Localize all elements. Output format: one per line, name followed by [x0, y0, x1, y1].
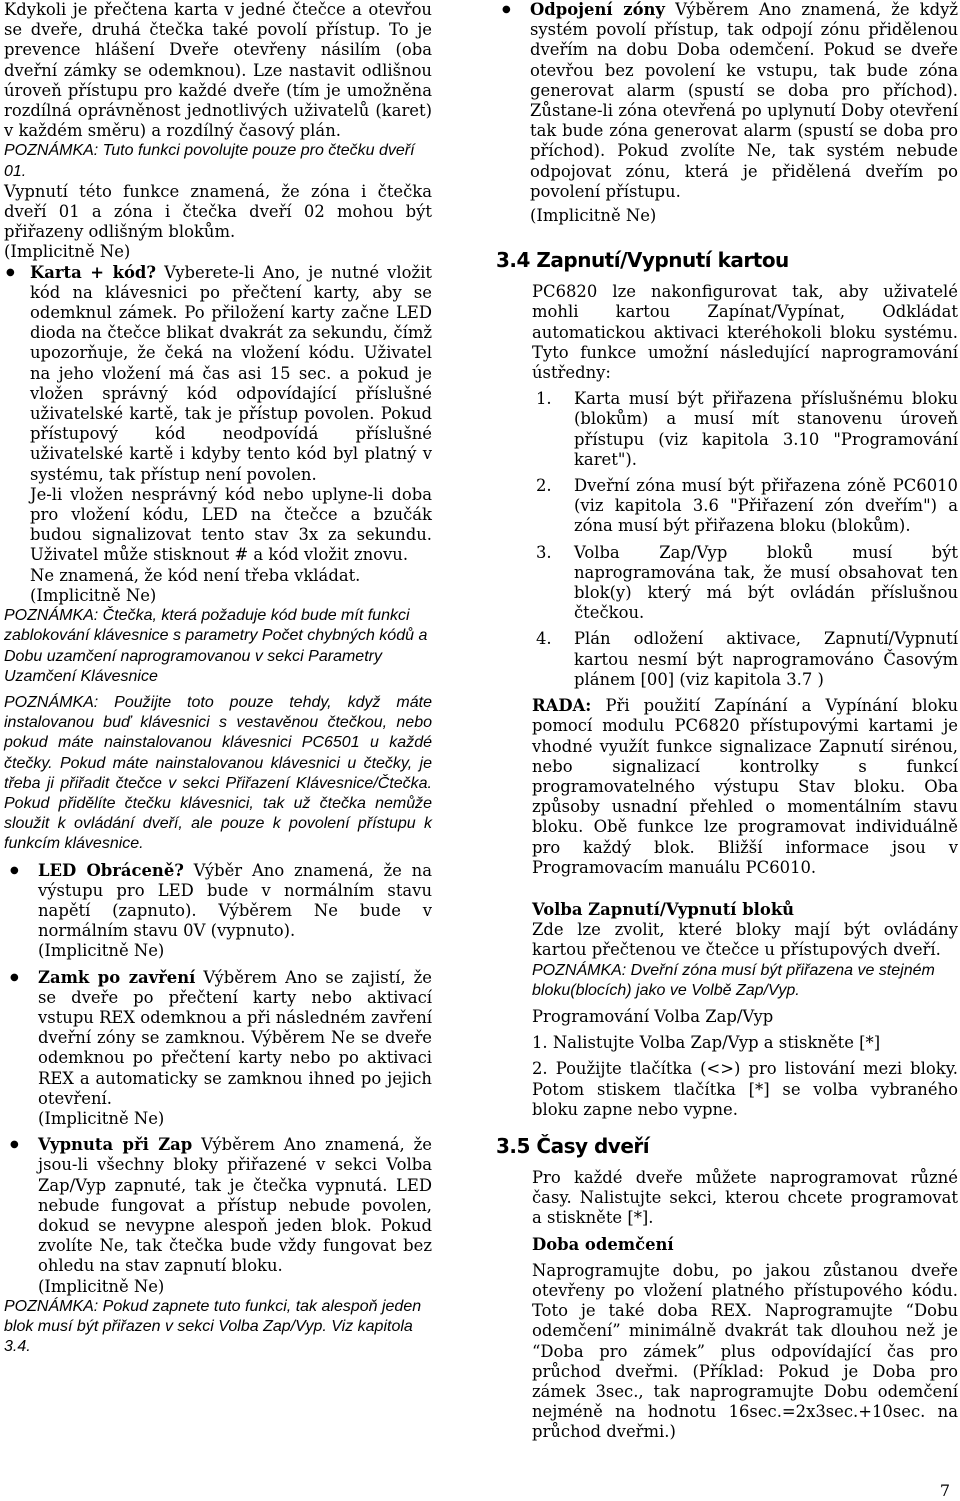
- left-column: [4, 0, 432, 1357]
- tip-label: RADA:: [532, 696, 592, 716]
- programming-step-1: 1. Nalistujte Volba Zap/Vyp a stiskněte [*]: [532, 1033, 881, 1053]
- programming-step-2: 2. Použijte tlačítka (<>) pro listování mezi bloky. Potom stiskem tlačítka [*] se volba vybraného bloku zapne nebo vypne.: [532, 1059, 958, 1119]
- unlock-time-text: Naprogramujte dobu, po jakou zůstanou dveře otevřeny po vložení platného přístupového kódu. Toto je také doba REX. Naprogramujte “Dobu odemčení” minimálně dvakrát tak dlouhou než je “Doba pro zámek” plus odpovídající čas pro průchod dveřmi. (Příklad: Pokud je Doba pro zámek 3sec., tak naprogramujte Dobu odemčení nejméně na hodnotu 16sec.=2x3sec.+10sec. na průchod dveřmi.): [532, 1260, 958, 1442]
- option-led-inverted: [4, 861, 432, 942]
- note-keypad-reader: POZNÁMKA: Použijte toto pouze tehdy, když máte instalovanou buď klávesnici s vestavěnou čtečkou, nebo pokud máte nainstalovanou klávesnici PC6501 u každé čtečky. Pokud máte nainstalovanou klávesnici u čtečky, je třeba ji přiřadit čtečce v sekci Přiřazení Klávesnice/Čtečka. Pokud přidělíte čtečku klávesnici, tak už čtečka nemůže sloužit k ovládání dveří, ale pouze k povolení přístupu k funkcím klávesnice.: [4, 693, 432, 853]
- note-keypad-lockout: POZNÁMKA: Čtečka, která požaduje kód bude mít funkci zablokování klávesnice s parametry Počet chybných kódů a Dobu uzamčení naprogramovanou v sekci Parametry Uzamčení Klávesnice: [4, 607, 428, 685]
- default-value: (Implicitně Ne): [38, 941, 165, 961]
- option-title: Odpojení zóny: [530, 0, 665, 19]
- list-item: [496, 543, 958, 624]
- list-text: Plán odložení aktivace, Zapnutí/Vypnutí kartou nesmí být naprogramováno Časovým plánem [00] (viz kapitola 3.7 ): [574, 629, 958, 689]
- option-text: Výběrem Ano znamená, že když systém povolí přístup, tak odpojí zónu přidělenou dveřím na dobu Doba odemčení. Pokud se dveře otevřou bez povolení ke vstupu, tak bude zóna generovat alarm (spustí se doba pro příchod). Zůstane-li zóna otevřená po uplynutí Doby otevření tak bude zóna generovat alarm (spustí se doba pro příchod). Pokud zvolíte Ne, tak systém nebude odpojovat zónu, která je přidělená dveřím po povolení přístupu.: [530, 0, 958, 201]
- disable-paragraph: Vypnutí této funkce znamená, že zóna i čtečka dveří 01 a zóna i čtečka dveří 02 mohou být přiřazeny odlišným blokům.: [4, 181, 432, 242]
- list-item: [496, 476, 958, 537]
- note-arm-disarm: POZNÁMKA: Pokud zapnete tuto funkci, tak alespoň jeden blok musí být přiřazen v sekci Volba Zap/Vyp. Viz kapitola 3.4.: [4, 1297, 422, 1356]
- default-value: (Implicitně Ne): [30, 585, 157, 605]
- section-3-4-intro: PC6820 lze nakonfigurovat tak, aby uživatelé mohli kartou Zapínat/Vypínat, Odkládat automatickou aktivaci kteréhokoli bloku systému. Tyto funkce umožní následující naprogramování ústředny:: [532, 282, 958, 383]
- list-text: Volba Zap/Vyp bloků musí být naprogramována tak, že musí obsahovat ten blok(y) který má být ovládán příslušnou čtečkou.: [574, 542, 958, 623]
- note-door-01: POZNÁMKA: Tuto funkci povolujte pouze pro čtečku dveří 01.: [4, 142, 415, 180]
- tip-text: Při použití Zapínání a Vypínání bloku pomocí modulu PC6820 přístupovými kartami je vhodné využít funkce signalizace Zapnutí sirénou, nebo signalizací kontrolky s funkcí programovatelného výstupu Stav bloku. Oba způsoby usnadní přehled o momentálním stavu bloku. Obě funkce lze programovat individuálně pro každý blok. Bližší informace jsou v Programovacím manuálu PC6010.: [532, 696, 958, 877]
- list-text: Karta musí být přiřazena příslušnému bloku (blokům) a musí mít stanovenu úroveň přístupu (viz kapitola 3.10 "Programování karet").: [574, 389, 958, 469]
- section-3-4-body: [496, 282, 958, 1120]
- section-3-5-body: [496, 1168, 958, 1443]
- option-text: Výběrem Ano se zajistí, že se dveře po přečtení karty nebo aktivací vstupu REX odemknou a při následném zavření dveřní zóny se zamknou. Výběrem Ne se dveře odemknou po přečtení karty nebo po aktivaci REX a automaticky se zamknou ihned po jejich otevření.: [38, 967, 432, 1108]
- list-text: Dveřní zóna musí být přiřazena zóně PC6010 (viz kapitola 3.6 "Přiřazení zón dveřím") a zóna musí být přiřazena bloku (blokům).: [574, 476, 958, 536]
- requirements-list: [532, 389, 958, 690]
- page-number: 7: [939, 1481, 950, 1500]
- list-number: 4.: [536, 629, 552, 649]
- right-column: [496, 0, 958, 1443]
- default-value: (Implicitně Ne): [4, 242, 131, 262]
- subheading-area-selection: Volba Zapnutí/Vypnutí bloků: [532, 899, 795, 919]
- default-value: (Implicitně Ne): [38, 1108, 165, 1128]
- default-value: (Implicitně Ne): [530, 206, 657, 226]
- option-text: Výběrem Ano znamená, že jsou-li všechny bloky přiřazené v sekci Volba Zap/Vyp zapnuté, tak je čtečka vypnutá. LED nebude fungovat a přístup nebude povolen, dokud se nevypne alespoň jeden blok. Pokud zvolíte Ne, tak čtečka bude vždy fungovat bez ohledu na stav zapnutí bloku.: [38, 1135, 432, 1276]
- option-text: Výběr Ano znamená, že na výstupu pro LED bude v normálním stavu napětí (zapnuto). Výběrem Ne bude v normálním stavu 0V (vypnuto).: [38, 860, 432, 941]
- programming-title: Programování Volba Zap/Vyp: [532, 1006, 774, 1026]
- option-card-plus-code: [4, 263, 432, 485]
- area-selection-text: Zde lze zvolit, které bloky mají být ovládány kartou přečtenou ve čtečce u přístupových dveří.: [532, 920, 958, 960]
- list-number: 2.: [536, 476, 552, 496]
- option-title: Karta + kód?: [30, 262, 156, 282]
- option-title: Vypnuta při Zap: [38, 1135, 193, 1155]
- option-title: LED Obráceně?: [38, 860, 184, 880]
- section-heading-3-5: 3.5 Časy dveří: [496, 1133, 650, 1158]
- subheading-unlock-time: Doba odemčení: [532, 1234, 674, 1254]
- option-zone-bypass: [496, 0, 958, 202]
- list-item: [496, 389, 958, 470]
- option-text: Vyberete-li Ano, je nutné vložit kód na klávesnici po přečtení karty, aby se odemknul zámek. Po přiložení karty začne LED dioda na čtečce blikat dvakrát za sekundu, čímž upozorňuje, že čeká na vložení kódu. Uživatel na jeho vložení má čas asi 15 sec. a pokud je vložen správný kód odpovídající příslušné uživatelské kartě, tak je přístup povolen. Pokud přístupový kód neodpovídá příslušné uživatelské kartě i kdyby tento kód byl platný v systému, tak přístup není povolen.: [30, 262, 432, 484]
- section-3-5-intro: Pro každé dveře můžete naprogramovat různé časy. Nalistujte sekci, kterou chcete programovat a stiskněte [*].: [532, 1167, 958, 1228]
- section-heading-3-4: 3.4 Zapnutí/Vypnutí kartou: [496, 248, 789, 273]
- option-lock-on-close: [4, 968, 432, 1109]
- list-number: 3.: [536, 542, 552, 562]
- option-text-2: Je-li vložen nesprávný kód nebo uplyne-li doba pro vložení kódu, LED na čtečce a bzučák budou signalizovat tento stav 3x za sekundu. Uživatel může stisknout # a kód vložit znovu.: [30, 484, 432, 565]
- option-title: Zamk po zavření: [38, 967, 196, 987]
- note-door-zone: POZNÁMKA: Dveřní zóna musí být přiřazena ve stejném bloku(blocích) jako ve Volbě Zap/Vyp.: [532, 961, 935, 999]
- tip-paragraph: [532, 696, 958, 878]
- option-text-3: Ne znamená, že kód není třeba vkládat.: [30, 565, 361, 585]
- default-value: (Implicitně Ne): [38, 1276, 165, 1296]
- intro-paragraph: Kdykoli je přečtena karta v jedné čtečce a otevřou se dveře, druhá čtečka také povolí přístup. To je prevence hlášení Dveře otevřeny násilím (oba dveřní zámky se odemknou). Lze nastavit odlišnou úroveň přístupu pro každé dveře (tím je umožněna rozdílná oprávněnost jednotlivých uživatelů (karet) v každém směru) a rozdílný časový plán.: [4, 0, 432, 141]
- list-item: [496, 629, 958, 690]
- list-number: 1.: [536, 389, 552, 409]
- option-disabled-when-armed: [4, 1135, 432, 1276]
